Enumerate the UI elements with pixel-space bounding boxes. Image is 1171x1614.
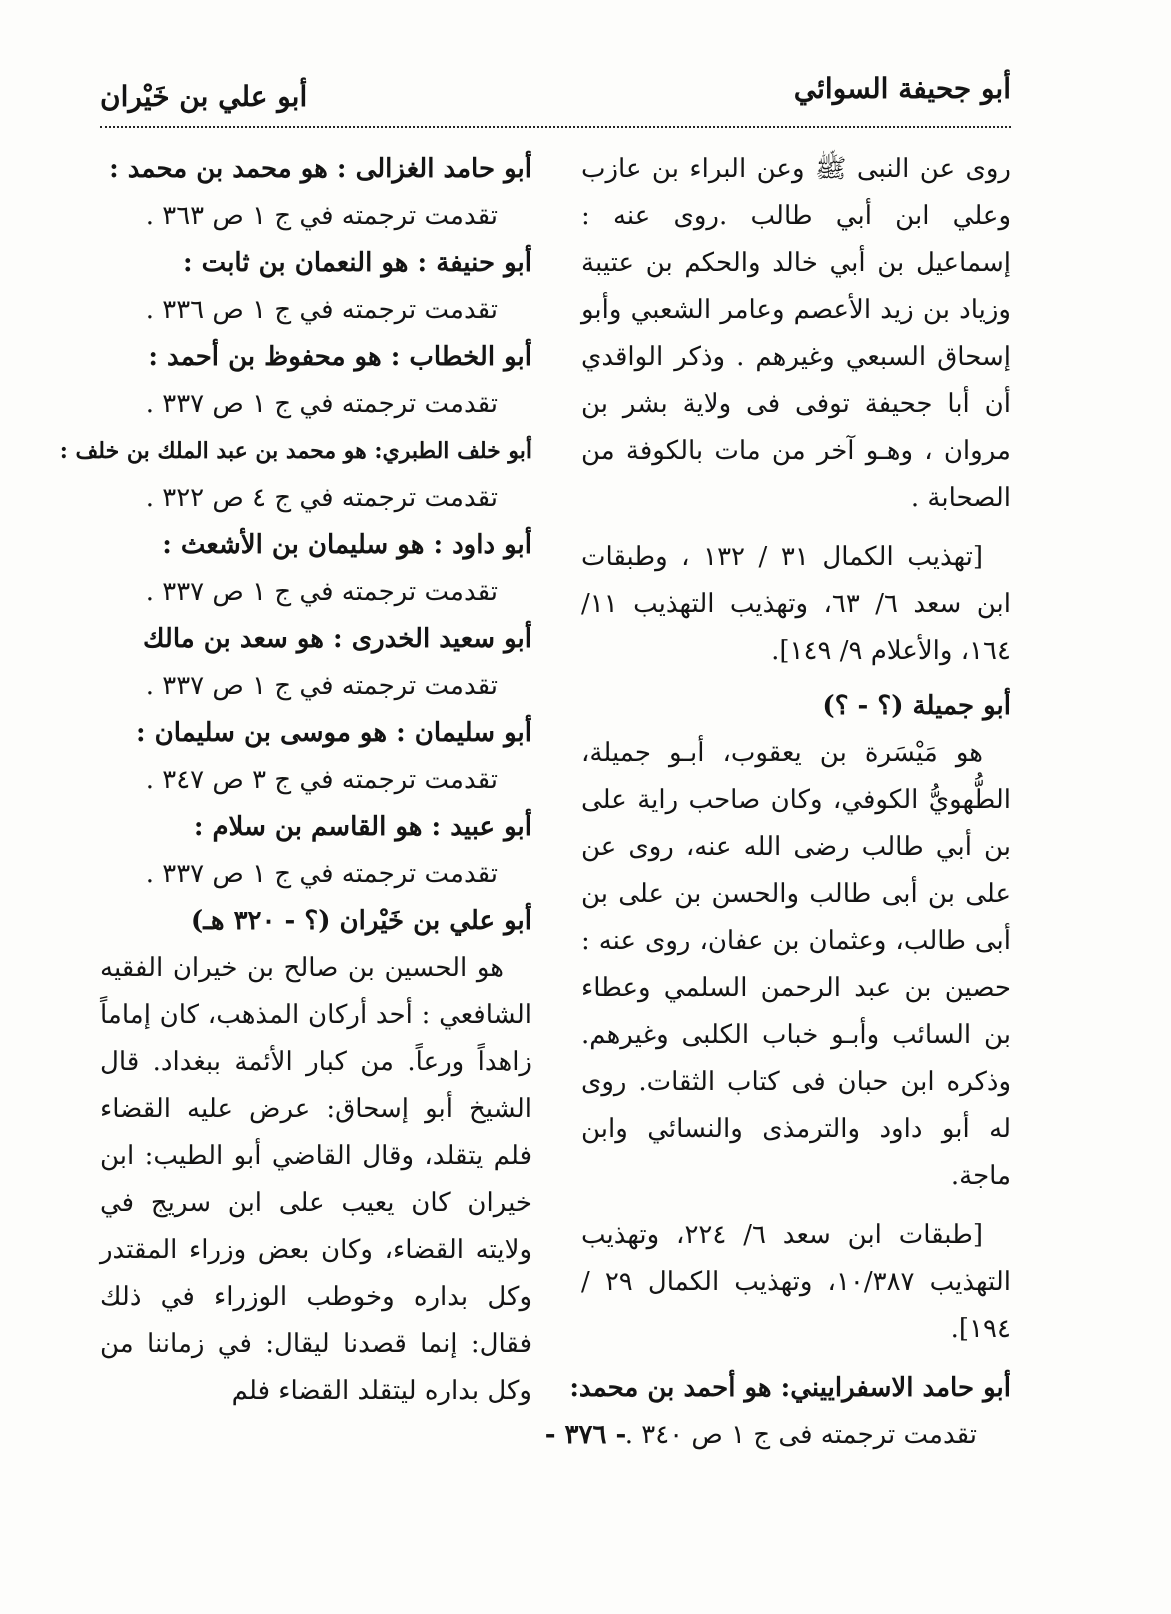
crossref-text: تقدمت ترجمته في ج ١ ص ٣٦٣ . xyxy=(145,201,498,231)
running-head xyxy=(100,72,1011,120)
entry-abu-hamid-isfarayini-heading: أبو حامد الاسفراييني: هو أحمد بن محمد: xyxy=(569,1373,1011,1403)
crossref-text: تقدمت ترجمته في ج ١ ص ٣٣٧ . xyxy=(145,577,498,607)
entry-abu-hamid-isfarayini-crossref: تقدمت ترجمته فى ج ١ ص ٣٤٠ . xyxy=(624,1420,977,1450)
page-number: - ٣٧٦ - xyxy=(544,1420,627,1450)
crossref-text: تقدمت ترجمته في ج ٣ ص ٣٤٧ . xyxy=(145,765,498,795)
entry-abu-ali-ibn-khayran-text: هو الحسين بن صالح بن خيران الفقيه الشافعي : أحد أركان المذهب، كان إماماً زاهداً ورعاً. من كبار الأئمة ببغداد. قال الشيخ أبو إسحاق: عرض عليه القضاء فلم يتقلد، وقال القاضي أبو الطيب: ابن خيران كان يعيب على ابن سريج في ولايته القضاء، وكان بعض وزراء المقتدر وكل بداره وخوطب الوزراء في ذلك فقال: إنما قصدنا ليقال: في زماننا من وكل بداره ليتقلد القضاء فلم xyxy=(100,953,532,1406)
crossref-text: تقدمت ترجمته في ج ٤ ص ٣٢٢ . xyxy=(145,483,498,513)
crossref-heading: أبو حامد الغزالى : هو محمد بن محمد : xyxy=(109,154,532,184)
entry-abu-ali-ibn-khayran-heading: أبو علي بن خَيْران (؟ - ٣٢٠ هـ) xyxy=(190,906,532,936)
entry-abu-jamila-references: [طبقات ابن سعد ٦/ ٢٢٤، وتهذيب التهذيب ١٠/٣٨٧، وتهذيب الكمال ٢٩ / ١٩٤]. xyxy=(581,1220,1011,1344)
crossref-heading: أبو داود : هو سليمان بن الأشعث : xyxy=(162,530,532,560)
crossref-heading: أبو سليمان : هو موسى بن سليمان : xyxy=(135,718,532,748)
entry-abu-juhayfa-references: [تهذيب الكمال ٣١ / ١٣٢ ، وطبقات ابن سعد ٦/ ٦٣، وتهذيب التهذيب ١١/ ١٦٤، والأعلام ٩/ ١٤٩]. xyxy=(581,542,1012,666)
crossref-heading: أبو سعيد الخدرى : هو سعد بن مالك xyxy=(143,624,532,654)
left-column xyxy=(59,146,532,1415)
crossref-heading: أبو عبيد : هو القاسم بن سلام : xyxy=(193,812,532,842)
running-head-right-title: أبو جحيفة السوائي xyxy=(793,72,1011,105)
running-head-left-title: أبو علي بن خَيْران xyxy=(100,80,308,113)
entry-abu-jamila-text: هو مَيْسَرة بن يعقوب، أبـو جميلة، الطُّهويُّ الكوفي، وكان صاحب راية على بن أبي طالب رضى الله عنه، روى عن على بن أبى طالب والحسن بن على بن أبى طالب، وعثمان بن عفان، روى عنه : حصين بن عبد الرحمن السلمي وعطاء بن السائب وأبـو خباب الكلبى وغيرهم. وذكره ابن حبان فى كتاب الثقات. روى له أبو داود والترمذى والنسائي وابن ماجة. xyxy=(581,738,1011,1191)
crossref-heading: أبو الخطاب : هو محفوظ بن أحمد : xyxy=(148,342,532,372)
entry-abu-jamila-heading: أبو جميلة (؟ - ؟) xyxy=(822,691,1011,721)
crossref-text: تقدمت ترجمته في ج ١ ص ٣٣٧ . xyxy=(145,389,498,419)
header-dotted-rule xyxy=(100,126,1011,128)
crossref-heading: أبو خلف الطبري: هو محمد بن عبد الملك بن خلف : xyxy=(59,438,532,464)
entry-abu-juhayfa-text: روى عن النبى ﷺ وعن البراء بن عازب وعلي ابن أبي طالب .روى عنه : إسماعيل بن أبي خالد والحكم بن عتيبة وزياد بن زيد الأعصم وعامر الشعبي وأبو إسحاق السبعي وغيرهم . وذكر الواقدي أن أبا جحيفة توفى فى ولاية بشر بن مروان ، وهـو آخر من مات بالكوفة من الصحابة . xyxy=(581,154,1011,513)
crossref-text: تقدمت ترجمته في ج ١ ص ٣٣٧ . xyxy=(145,859,498,889)
crossref-text: تقدمت ترجمته في ج ١ ص ٣٣٧ . xyxy=(145,671,498,701)
right-column xyxy=(569,146,1012,1459)
crossref-text: تقدمت ترجمته في ج ١ ص ٣٣٦ . xyxy=(145,295,498,325)
crossref-heading: أبو حنيفة : هو النعمان بن ثابت : xyxy=(183,248,532,278)
